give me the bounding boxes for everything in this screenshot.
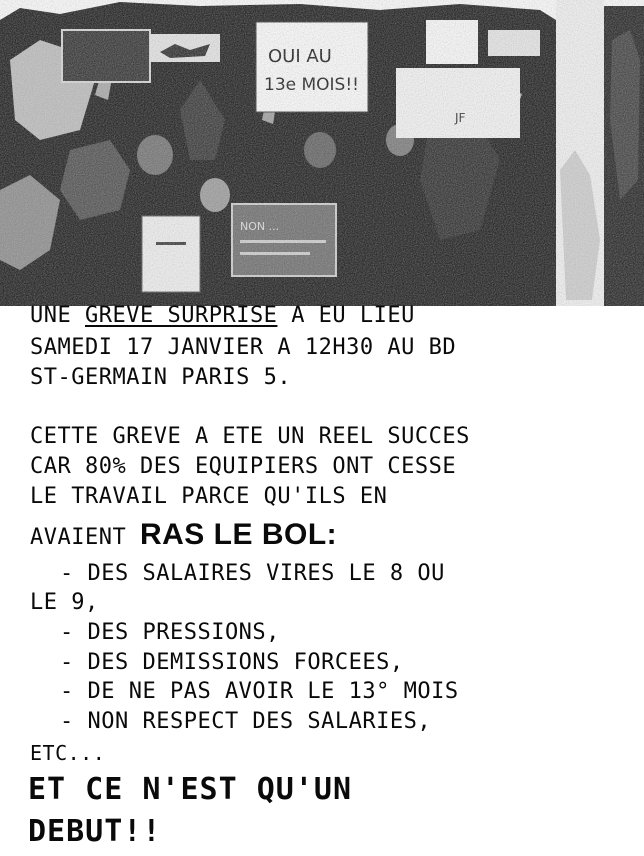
- headline-word-une: UNE: [30, 303, 72, 328]
- greve-surprise-underlined: GREVE SURPRISE: [85, 303, 278, 328]
- list-item-13e-mois: - DE NE PAS AVOIR LE 13° MOIS: [60, 679, 459, 704]
- list-etc: ETC...: [30, 741, 106, 765]
- avaient-text: AVAIENT: [30, 525, 127, 550]
- body-line-1: CETTE GREVE A ETE UN REEL SUCCES: [30, 424, 470, 449]
- ras-le-bol-colon: :: [326, 518, 338, 551]
- headline-line-1: [30, 303, 415, 329]
- headline-a-eu-lieu: A EU LIEU: [291, 303, 415, 328]
- closing-line-1: ET CE N'EST QU'UN: [28, 772, 353, 807]
- list-item-salaires: - DES SALAIRES VIRES LE 8 OU: [60, 561, 445, 586]
- headline-line-3: ST-GERMAIN PARIS 5.: [30, 365, 292, 390]
- list-item-salaires-cont: LE 9,: [30, 590, 99, 615]
- closing-line-2: DEBUT!!: [28, 814, 162, 849]
- body-line-3: LE TRAVAIL PARCE QU'ILS EN: [30, 484, 388, 509]
- body-line-4: [30, 518, 338, 551]
- list-item-respect: - NON RESPECT DES SALARIES,: [60, 709, 432, 734]
- list-item-pressions: - DES PRESSIONS,: [60, 620, 280, 645]
- list-item-demissions: - DES DEMISSIONS FORCEES,: [60, 650, 404, 675]
- body-line-2: CAR 80% DES EQUIPIERS ONT CESSE: [30, 454, 457, 479]
- headline-line-2: SAMEDI 17 JANVIER A 12H30 AU BD: [30, 335, 457, 360]
- ras-le-bol-heading: RAS LE BOL: [139, 518, 327, 551]
